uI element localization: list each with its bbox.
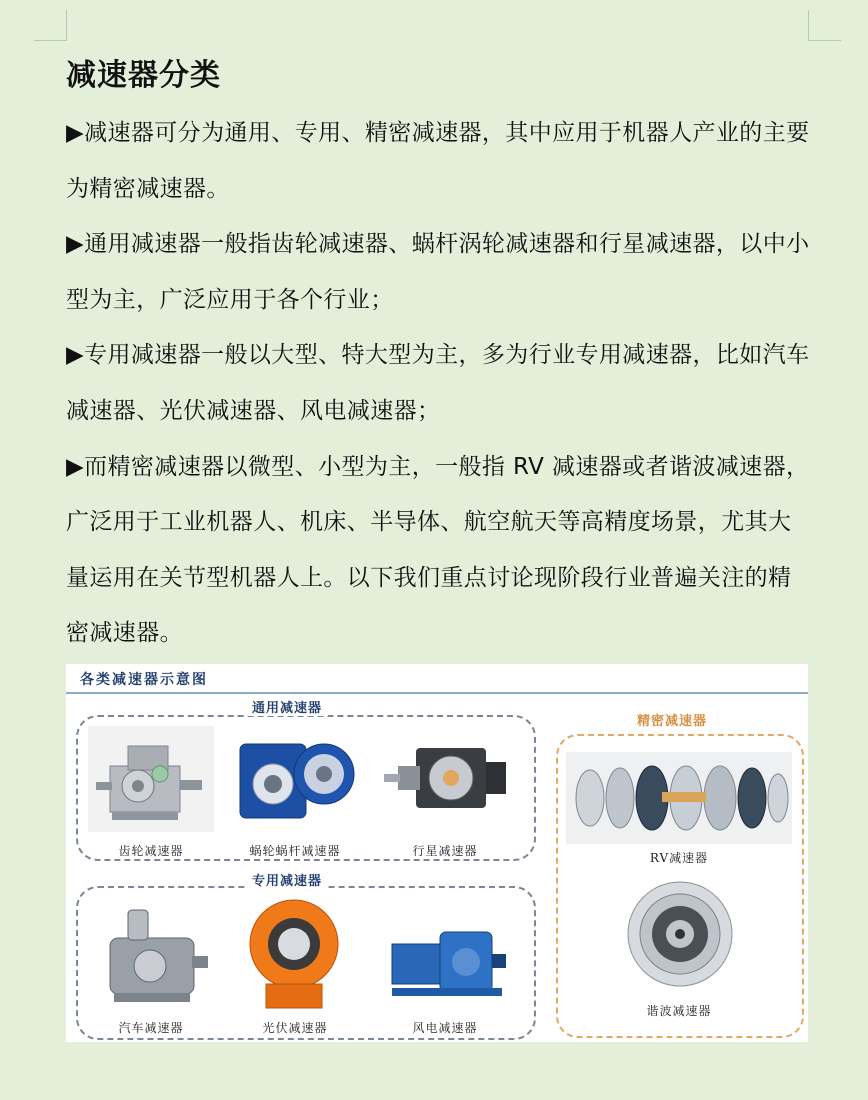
solar-reducer-image [242,890,346,1014]
article-body [66,106,814,662]
special-group-label: 专用减速器 [246,870,328,889]
general-group-label: 通用减速器 [246,697,328,716]
precision-group-label: 精密减速器 [631,710,713,729]
paragraph: ▶通用减速器一般指齿轮减速器、蜗杆涡轮减速器和行星减速器，以中小型为主，广泛应用于各个行业； [66,231,810,313]
worm-reducer-caption: 蜗轮蜗杆减速器 [249,844,341,858]
solar-reducer-caption: 光伏减速器 [262,1021,328,1035]
worm-reducer-image [228,726,362,832]
page-corner-mark-right [808,10,841,41]
figure-title: 各类减速器示意图 [80,672,208,688]
automotive-reducer-image [88,896,214,1014]
harmonic-reducer-caption: 谐波减速器 [646,1004,712,1018]
figure-title-rule [66,692,808,694]
paragraph: ▶专用减速器一般以大型、特大型为主，多为行业专用减速器，比如汽车减速器、光伏减速器、风电减速器； [66,342,810,424]
harmonic-reducer-image [622,874,738,996]
rv-reducer-image [566,752,792,844]
page-corner-mark-left [34,10,67,41]
reducer-types-figure [66,664,808,1042]
rv-reducer-caption: RV减速器 [649,851,709,865]
automotive-reducer-caption: 汽车减速器 [118,1021,184,1035]
page-title: 减速器分类 [66,58,221,93]
planetary-reducer-image [376,726,514,832]
gear-reducer-caption: 齿轮减速器 [118,844,184,858]
wind-reducer-caption: 风电减速器 [412,1021,478,1035]
planetary-reducer-caption: 行星减速器 [412,844,478,858]
gear-reducer-image [88,726,214,832]
paragraph: ▶减速器可分为通用、专用、精密减速器，其中应用于机器人产业的主要为精密减速器。 [66,120,810,202]
wind-reducer-image [382,904,514,1010]
paragraph: ▶而精密减速器以微型、小型为主，一般指 RV 减速器或者谐波减速器，广泛用于工业机器人、机床、半导体、航空航天等高精度场景，尤其大量运用在关节型机器人上。以下我们重点讨论现阶段行业普遍关注的精密减速器。 [66,453,810,647]
